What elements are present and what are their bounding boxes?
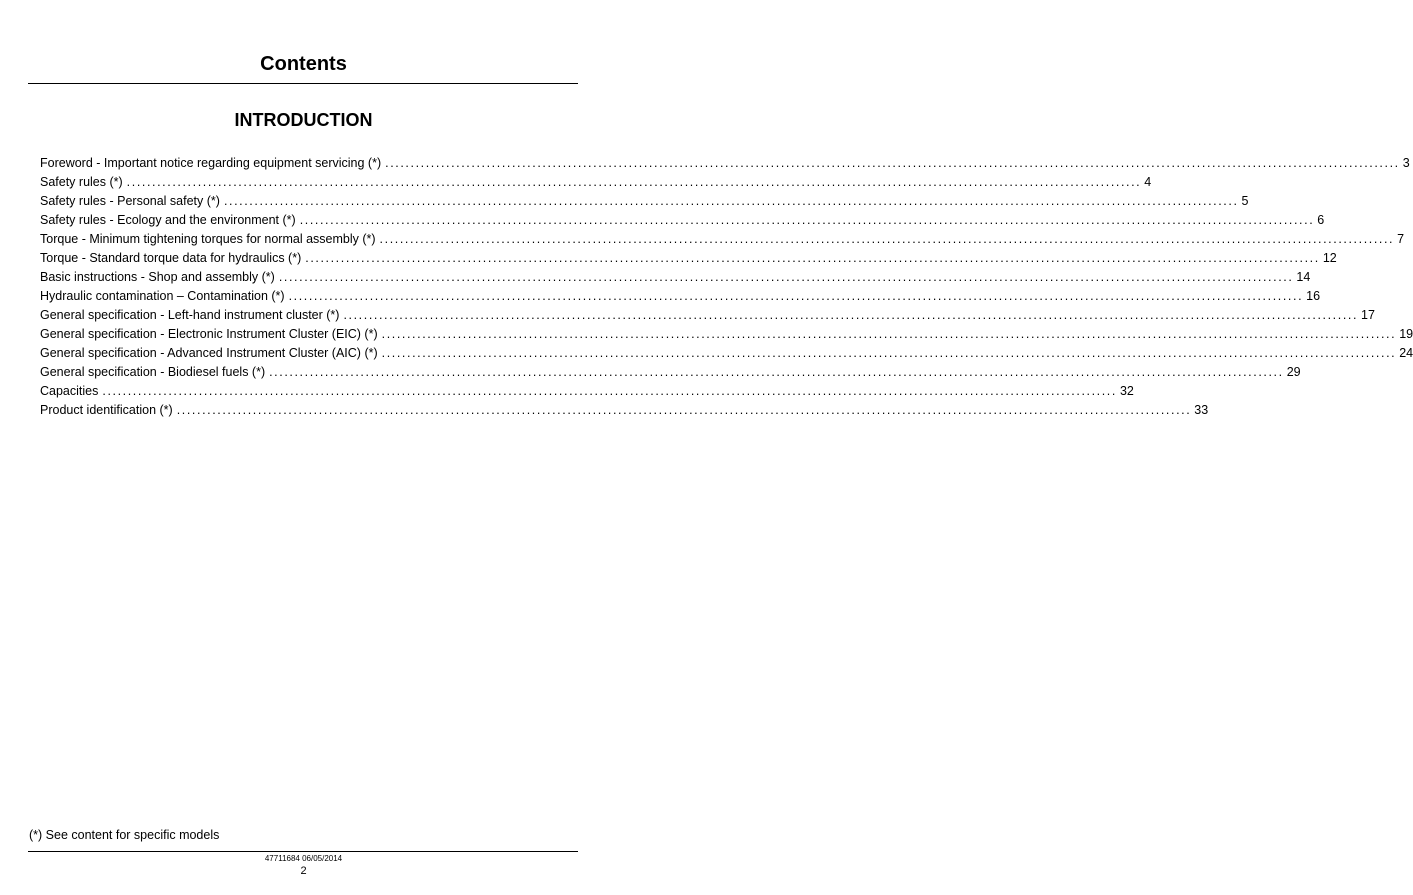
toc-entry-title[interactable]: General specification - Biodiesel fuels (*) [40, 365, 266, 379]
toc-entry-title[interactable]: Hydraulic contamination – Contamination (*) [40, 289, 285, 303]
footnote: (*) See content for specific models [29, 828, 220, 842]
toc-entry-title[interactable]: Safety rules (*) [40, 175, 123, 189]
toc-entry-page[interactable]: 3 [1402, 156, 1410, 170]
toc-entry[interactable] [40, 363, 1301, 382]
toc-entry-title[interactable]: Basic instructions - Shop and assembly (*) [40, 270, 275, 284]
table-of-contents [40, 154, 1413, 420]
toc-entry[interactable] [40, 230, 1405, 249]
toc-entry[interactable] [40, 268, 1311, 287]
toc-entry[interactable] [40, 306, 1375, 325]
page-number: 2 [300, 865, 307, 877]
toc-entry[interactable] [40, 382, 1134, 401]
toc-entry-title[interactable]: General specification - Electronic Instrument Cluster (EIC) (*) [40, 327, 378, 341]
toc-entry[interactable] [40, 211, 1325, 230]
toc-leader-dots: ........................................................................................................................................................................................................ [385, 156, 1400, 170]
toc-entry-page[interactable]: 24 [1399, 346, 1413, 360]
toc-entry[interactable] [40, 325, 1413, 344]
toc-entry-title[interactable]: General specification - Left-hand instrument cluster (*) [40, 308, 340, 322]
toc-entry-title[interactable]: Foreword - Important notice regarding equipment servicing (*) [40, 156, 382, 170]
toc-entry-page[interactable]: 12 [1322, 251, 1337, 265]
toc-leader-dots: ........................................................................................................................................................................................................ [379, 232, 1395, 246]
toc-entry-title[interactable]: Torque - Standard torque data for hydraulics (*) [40, 251, 302, 265]
toc-leader-dots: ........................................................................................................................................................................................................ [381, 327, 1397, 341]
toc-entry-page[interactable]: 5 [1241, 194, 1249, 208]
toc-entry[interactable] [40, 192, 1249, 211]
toc-entry-title[interactable]: General specification - Advanced Instrument Cluster (AIC) (*) [40, 346, 378, 360]
toc-leader-dots: ........................................................................................................................................................................................................ [299, 213, 1315, 227]
toc-entry-page[interactable]: 16 [1306, 289, 1321, 303]
toc-entry[interactable] [40, 401, 1209, 420]
toc-leader-dots: ........................................................................................................................................................................................................ [102, 384, 1117, 398]
toc-leader-dots: ........................................................................................................................................................................................................ [278, 270, 1294, 284]
toc-entry-page[interactable]: 29 [1286, 365, 1301, 379]
toc-leader-dots: ........................................................................................................................................................................................................ [343, 308, 1359, 322]
toc-leader-dots: ........................................................................................................................................................................................................ [176, 403, 1192, 417]
toc-entry-page[interactable]: 33 [1194, 403, 1209, 417]
toc-entry-title[interactable]: Torque - Minimum tightening torques for normal assembly (*) [40, 232, 376, 246]
toc-entry-page[interactable]: 17 [1361, 308, 1375, 322]
toc-entry-page[interactable]: 4 [1144, 175, 1152, 189]
toc-entry-title[interactable]: Safety rules - Personal safety (*) [40, 194, 220, 208]
toc-entry[interactable] [40, 287, 1321, 306]
toc-entry-page[interactable]: 7 [1397, 232, 1405, 246]
footer-divider [28, 851, 578, 852]
toc-entry-page[interactable]: 19 [1399, 327, 1413, 341]
toc-entry[interactable] [40, 173, 1152, 192]
toc-leader-dots: ........................................................................................................................................................................................................ [126, 175, 1142, 189]
toc-entry-title[interactable]: Product identification (*) [40, 403, 173, 417]
toc-entry-title[interactable]: Safety rules - Ecology and the environment (*) [40, 213, 296, 227]
header-divider [28, 83, 578, 84]
toc-entry[interactable] [40, 344, 1413, 363]
toc-leader-dots: ........................................................................................................................................................................................................ [381, 346, 1397, 360]
section-title: INTRODUCTION [234, 110, 373, 130]
toc-entry-page[interactable]: 14 [1296, 270, 1311, 284]
toc-leader-dots: ........................................................................................................................................................................................................ [269, 365, 1284, 379]
toc-entry-page[interactable]: 6 [1317, 213, 1325, 227]
document-reference: 47711684 06/05/2014 [264, 854, 343, 863]
toc-leader-dots: ........................................................................................................................................................................................................ [223, 194, 1239, 208]
toc-entry-page[interactable]: 32 [1119, 384, 1134, 398]
page-title: Contents [260, 53, 347, 75]
toc-entry[interactable] [40, 249, 1337, 268]
toc-entry[interactable] [40, 154, 1410, 173]
toc-leader-dots: ........................................................................................................................................................................................................ [305, 251, 1320, 265]
toc-leader-dots: ........................................................................................................................................................................................................ [288, 289, 1304, 303]
toc-entry-title[interactable]: Capacities [40, 384, 99, 398]
